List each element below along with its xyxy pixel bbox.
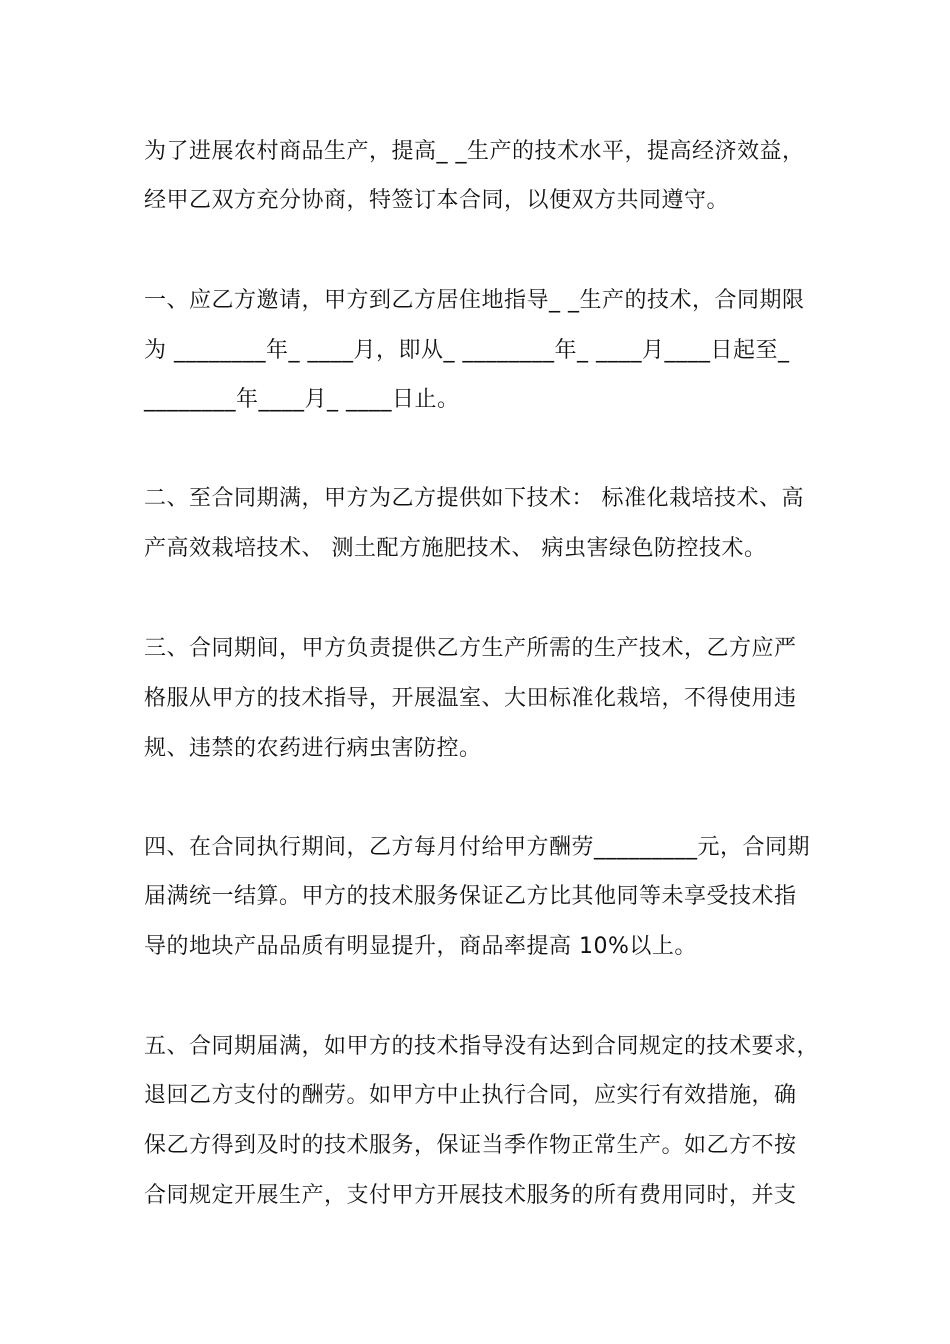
- clause-4-line-2: 届满统一结算。甲方的技术服务保证乙方比其他同等未享受技术指: [144, 884, 797, 909]
- clause-5-line-2: 退回乙方支付的酬劳。如甲方中止执行合同，应实行有效措施，确: [144, 1083, 797, 1108]
- preamble-line-2: 经甲乙双方充分协商，特签订本合同，以便双方共同遵守。: [144, 188, 730, 213]
- clause-4-line-1: 四、在合同执行期间，乙方每月付给甲方酬劳_________元，合同期: [144, 835, 811, 860]
- clause-5-line-4: 合同规定开展生产，支付甲方开展技术服务的所有费用同时，并支: [144, 1183, 797, 1208]
- clause-3-line-1: 三、合同期间，甲方负责提供乙方生产所需的生产技术，乙方应严: [144, 636, 797, 661]
- clause-1-line-3: ________年____月_ ____日止。: [144, 387, 460, 412]
- clause-5-line-1: 五、合同期届满，如甲方的技术指导没有达到合同规定的技术要求，: [144, 1034, 820, 1059]
- clause-3-line-3: 规、违禁的农药进行病虫害防控。: [144, 736, 482, 761]
- clause-4-line-3: 导的地块产品品质有明显提升，商品率提高 10%以上。: [144, 934, 697, 959]
- clause-3-line-2: 格服从甲方的技术指导，开展温室、大田标准化栽培，不得使用违: [144, 686, 797, 711]
- clause-1-line-2: 为 ________年_ ____月，即从_ ________年_ ____月____日起至_: [144, 338, 790, 363]
- clause-2-line-1: 二、至合同期满，甲方为乙方提供如下技术： 标准化栽培技术、高: [144, 486, 804, 511]
- clause-1-line-1: 一、应乙方邀请，甲方到乙方居住地指导_ _生产的技术，合同期限: [144, 288, 805, 313]
- preamble-line-1: 为了进展农村商品生产，提高_ _生产的技术水平，提高经济效益，: [144, 139, 805, 164]
- clause-2-line-2: 产高效栽培技术、 测土配方施肥技术、 病虫害绿色防控技术。: [144, 536, 767, 561]
- clause-5-line-3: 保乙方得到及时的技术服务，保证当季作物正常生产。如乙方不按: [144, 1133, 797, 1158]
